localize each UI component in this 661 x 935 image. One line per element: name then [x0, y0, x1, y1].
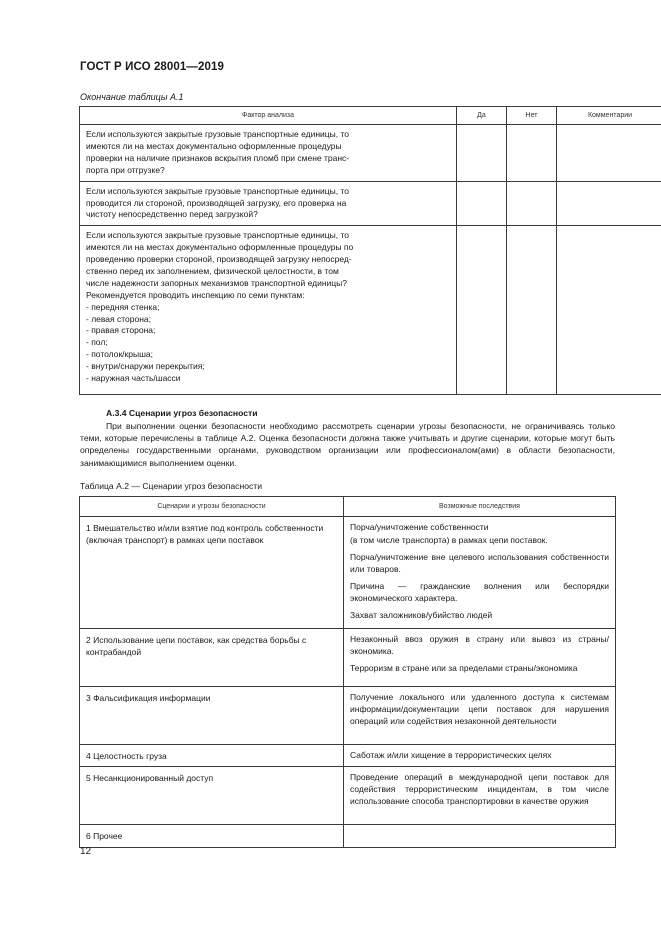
column-header-no: Нет	[507, 107, 557, 125]
consequences-cell	[344, 767, 616, 825]
column-header-comments: Комментарии	[557, 107, 661, 125]
factor-line: Если используются закрытые грузовые транспортные единицы, то	[86, 129, 350, 139]
factor-line: имеются ли на местах документально оформленные процедуры по	[86, 242, 354, 253]
factor-line: проводится ли стороной, производящей загрузку, его проверка на	[86, 197, 347, 208]
factor-line: проверки на наличие признаков вскрытия пломб при смене транс-	[86, 152, 350, 163]
factor-line: Если используются закрытые грузовые транспортные единицы, то	[86, 230, 350, 241]
page-number: 12	[80, 846, 92, 857]
consequence-text: Причина — гражданские волнения или беспорядки экономического характера.	[350, 581, 609, 603]
yes-cell	[457, 181, 507, 226]
scenario-cell: 4 Целостность груза	[80, 745, 344, 767]
column-header-yes: Да	[457, 107, 507, 125]
list-item: - пол;	[86, 337, 108, 348]
consequences-cell	[344, 825, 616, 848]
table-row	[80, 517, 616, 629]
consequence-text: Получение локального или удаленного доступа к системам информации/документации цепи поставок для нарушения операций или содействия незаконной деятельности	[350, 692, 609, 726]
table-row	[80, 226, 661, 395]
analysis-factors-table	[79, 106, 661, 395]
table1-caption: Окончание таблицы А.1	[80, 92, 184, 102]
no-cell	[507, 125, 557, 182]
comments-cell	[557, 181, 661, 226]
factor-line: числе надежности запорных механизмов транспортной единицы?	[86, 277, 347, 288]
table2-caption: Таблица А.2 — Сценарии угроз безопасности	[80, 481, 263, 491]
consequence-text: Порча/уничтожение вне целевого использования собственности или товаров.	[350, 552, 609, 574]
list-item: - левая сторона;	[86, 313, 152, 324]
factor-line: проведению проверки стороной, производящей загрузку непосред-	[86, 254, 352, 265]
scenario-cell: 3 Фальсификация информации	[80, 687, 344, 745]
list-item: - правая сторона;	[86, 325, 156, 336]
comments-cell	[557, 125, 661, 182]
no-cell	[507, 226, 557, 395]
factor-cell	[80, 181, 457, 226]
consequence-text: Порча/уничтожение собственности	[350, 522, 489, 532]
column-header-factor: Фактор анализа	[80, 107, 457, 125]
list-item: - наружная часть/шасси	[86, 372, 181, 383]
consequence-text: Саботаж и/или хищение в террористических целях	[350, 750, 552, 760]
scenario-cell: 2 Использование цепи поставок, как средства борьбы с контрабандой	[80, 629, 344, 687]
column-header-scenarios: Сценарии и угрозы безопасности	[80, 497, 344, 517]
consequences-cell	[344, 687, 616, 745]
consequence-text: (в том числе транспорта) в рамках цепи поставок.	[350, 535, 548, 545]
table-row	[80, 767, 616, 825]
scenario-cell: 5 Несанкционированный доступ	[80, 767, 344, 825]
factor-line: имеются ли на местах документально оформленные процедуры	[86, 140, 342, 151]
list-item: - внутри/снаружи перекрытия;	[86, 360, 205, 371]
factor-line: чистоту непосредственно перед загрузкой?	[86, 209, 258, 220]
yes-cell	[457, 226, 507, 395]
inspection-points-list	[86, 302, 450, 385]
yes-cell	[457, 125, 507, 182]
consequence-text: Терроризм в стране или за пределами страны/экономика	[350, 663, 578, 673]
table-row	[80, 687, 616, 745]
no-cell	[507, 181, 557, 226]
section-title: А.3.4 Сценарии угроз безопасности	[106, 408, 258, 418]
consequences-cell	[344, 629, 616, 687]
consequence-text: Захват заложников/убийство людей	[350, 610, 493, 620]
scenario-cell: 1 Вмешательство и/или взятие под контроль собственности (включая транспорт) в рамках цепи поставок	[80, 517, 344, 629]
factor-line: ственно перед их заполнением, физической целостности, в том	[86, 266, 339, 277]
threat-scenarios-table	[79, 496, 616, 848]
table-row	[80, 825, 616, 848]
standard-header: ГОСТ Р ИСО 28001—2019	[80, 61, 225, 73]
factor-line: порта при отгрузке?	[86, 164, 165, 175]
section-paragraph: При выполнении оценки безопасности необходимо рассмотреть сценарии угрозы безопасности, не ограничиваясь только теми, которые перечислены в таблице А.2. Оценка безопасности должна также учитывать и другие сценарии, которые могут быть определены государственными органами, руководством организации или профессионалом(ами) в области безопасности, занимающимися выполнением оценки.	[80, 421, 615, 468]
table-row	[80, 181, 661, 226]
table-row	[80, 745, 616, 767]
consequence-text: Проведение операций в международной цепи поставок для содействия террористическим инцидентам, в том числе использование способа транспортировки в качестве оружия	[350, 772, 609, 806]
table2-header-row	[80, 497, 616, 517]
scenario-cell: 6 Прочее	[80, 825, 344, 848]
list-item: - передняя стенка;	[86, 301, 160, 312]
list-item: - потолок/крыша;	[86, 348, 153, 359]
factor-line: Рекомендуется проводить инспекцию по семи пунктам:	[86, 289, 305, 300]
factor-cell	[80, 226, 457, 395]
factor-line: Если используются закрытые грузовые транспортные единицы, то	[86, 185, 350, 196]
consequences-cell	[344, 745, 616, 767]
column-header-consequences: Возможные последствия	[344, 497, 616, 517]
table1-header-row	[80, 107, 661, 125]
factor-cell	[80, 125, 457, 182]
table-row	[80, 125, 661, 182]
consequences-cell	[344, 517, 616, 629]
comments-cell	[557, 226, 661, 395]
consequence-text: Незаконный ввоз оружия в страну или вывоз из страны/экономика.	[350, 634, 609, 656]
table-row	[80, 629, 616, 687]
